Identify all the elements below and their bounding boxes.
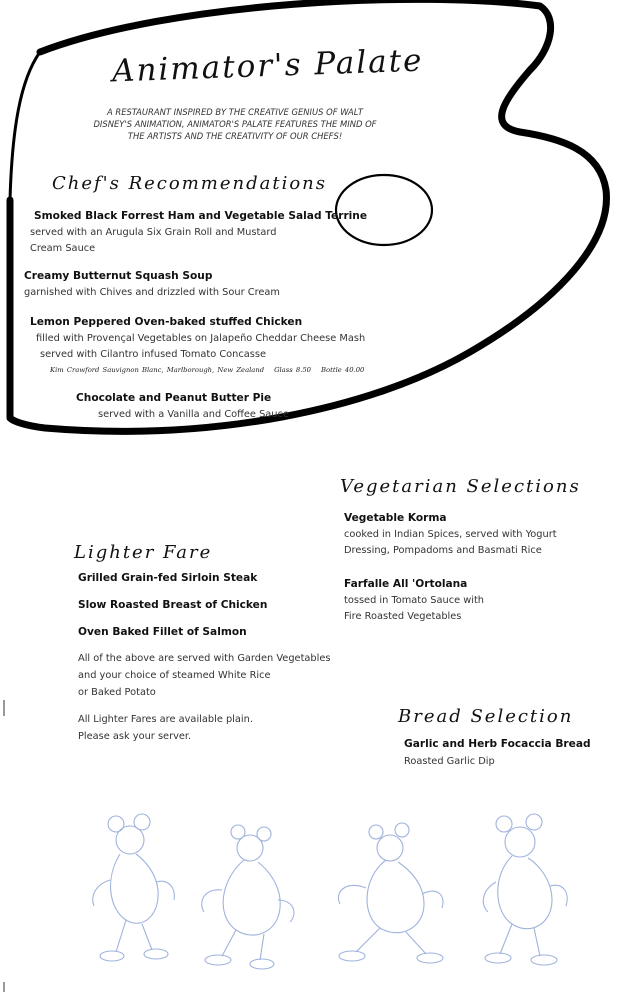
mickey-sketch-4 bbox=[483, 814, 567, 965]
dish-name: Lemon Peppered Oven-baked stuffed Chicken bbox=[30, 316, 303, 328]
fold-mark bbox=[3, 700, 5, 716]
lighter-note: Please ask your server. bbox=[78, 731, 192, 742]
dish-desc: cooked in Indian Spices, served with Yogurt bbox=[344, 529, 557, 540]
lighter-note: All of the above are served with Garden Vegetables bbox=[78, 653, 331, 664]
dish-desc: Dressing, Pompadoms and Basmati Rice bbox=[344, 545, 542, 556]
dish-name: Creamy Butternut Squash Soup bbox=[24, 270, 213, 282]
bread-heading: Bread Selection bbox=[398, 706, 574, 727]
dish-name: Smoked Black Forrest Ham and Vegetable Salad Terrine bbox=[34, 210, 368, 222]
page-title: Animator's Palate bbox=[111, 42, 425, 90]
wine-bottle-price: Bottle 40.00 bbox=[321, 366, 365, 374]
tagline: A RESTAURANT INSPIRED BY THE CREATIVE GENIUS OF WALT DISNEY'S ANIMATION, ANIMATOR'S PALATE FEATURES THE MIND OF THE ARTISTS AND THE CREATIVITY OF OUR CHEFS! bbox=[93, 107, 377, 141]
dish-desc: tossed in Tomato Sauce with bbox=[344, 595, 485, 606]
dish-desc: served with a Vanilla and Coffee Sauce bbox=[98, 409, 289, 420]
dish-name: Grilled Grain-fed Sirloin Steak bbox=[78, 572, 258, 584]
mickey-sketch-1 bbox=[93, 814, 175, 961]
chefs-heading: Chef's Recommendations bbox=[52, 173, 328, 194]
fold-mark bbox=[3, 982, 5, 992]
dish-desc: served with Cilantro infused Tomato Concasse bbox=[40, 349, 267, 360]
dish-name: Vegetable Korma bbox=[344, 512, 447, 524]
lighter-note: or Baked Potato bbox=[78, 687, 156, 698]
dish-desc: Roasted Garlic Dip bbox=[404, 756, 495, 767]
dish-desc: garnished with Chives and drizzled with Sour Cream bbox=[24, 287, 280, 298]
dish-desc: Cream Sauce bbox=[30, 243, 96, 254]
dish-name: Oven Baked Fillet of Salmon bbox=[78, 626, 247, 638]
dish-name: Slow Roasted Breast of Chicken bbox=[78, 599, 268, 611]
dish-name: Farfalle All 'Ortolana bbox=[344, 578, 468, 590]
dish-desc: served with an Arugula Six Grain Roll and Mustard bbox=[30, 227, 277, 238]
dish-name: Chocolate and Peanut Butter Pie bbox=[76, 392, 272, 404]
wine-name: Kim Crawford Sauvignon Blanc, Marlborough, New Zealand bbox=[50, 366, 265, 374]
dish-desc: Fire Roasted Vegetables bbox=[344, 611, 462, 622]
wine-glass-price: Glass 8.50 bbox=[274, 366, 312, 374]
vegetarian-heading: Vegetarian Selections bbox=[340, 476, 581, 497]
dish-desc: filled with Provençal Vegetables on Jalapeño Cheddar Cheese Mash bbox=[36, 333, 366, 344]
lighter-heading: Lighter Fare bbox=[74, 542, 213, 563]
lighter-note: All Lighter Fares are available plain. bbox=[78, 714, 253, 725]
mickey-sketch-2 bbox=[202, 825, 294, 969]
lighter-note: and your choice of steamed White Rice bbox=[78, 670, 271, 681]
dish-name: Garlic and Herb Focaccia Bread bbox=[404, 738, 591, 750]
mickey-sketch-3 bbox=[338, 823, 443, 963]
